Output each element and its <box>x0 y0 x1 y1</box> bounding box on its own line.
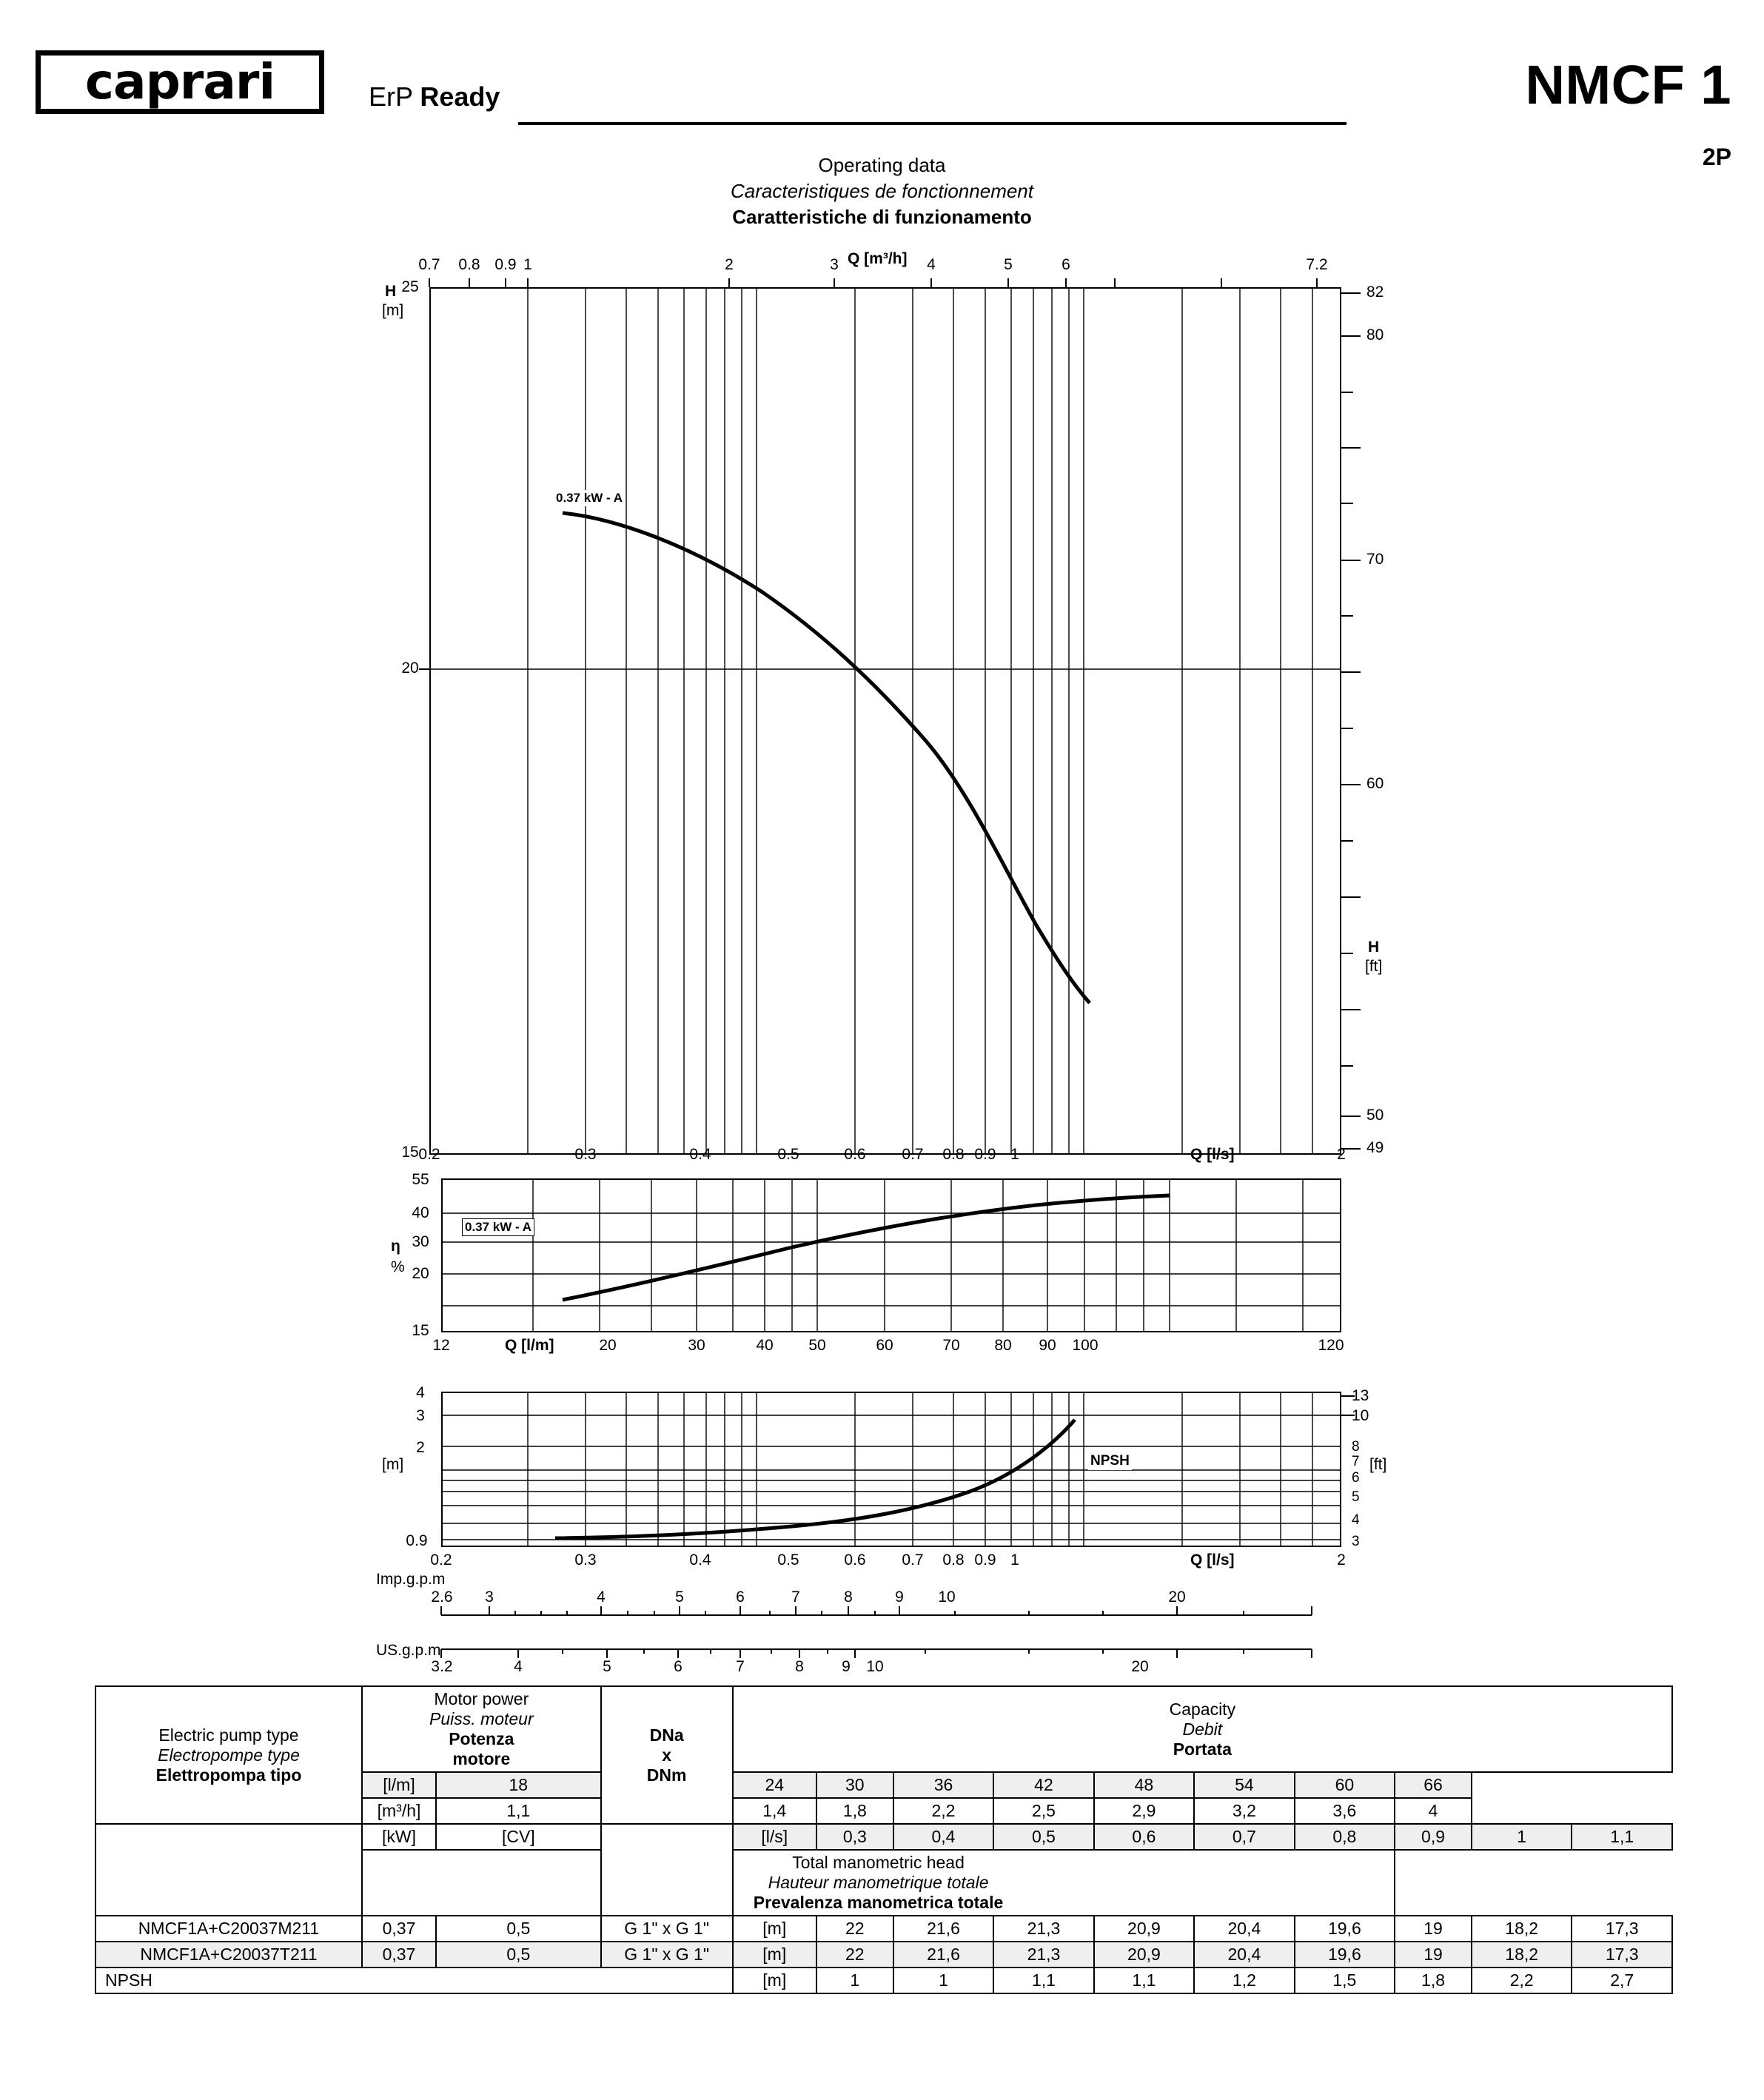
head-bottom-tick-2: 0.4 <box>689 1146 711 1163</box>
dn-line2: x <box>662 1745 672 1765</box>
npsh-ytick-3: 3 <box>416 1407 425 1424</box>
head-top-tick-5: 3 <box>830 256 839 273</box>
table-row-header-capacity <box>95 1686 1672 1772</box>
row1-val-4: 20,4 <box>1194 1942 1294 1968</box>
model-subtitle: 2P <box>1702 144 1731 170</box>
row0-val-6: 19 <box>1395 1916 1472 1942</box>
capacity-lm-6: 54 <box>1194 1772 1294 1798</box>
impgpm-tick-4: 6 <box>736 1589 745 1606</box>
spacer-pump-type <box>95 1824 362 1916</box>
head-bottom-tick-5: 0.7 <box>902 1146 924 1163</box>
npsh-ytick-09: 0.9 <box>406 1532 428 1549</box>
eff-ytick-20: 20 <box>412 1265 429 1282</box>
npsh-xtick-0: 0.2 <box>430 1551 452 1569</box>
capacity-ls-7: 1 <box>1472 1824 1572 1850</box>
npsh-right-tick-4: 4 <box>1352 1512 1360 1528</box>
npsh-right-tick-8: 8 <box>1352 1439 1360 1455</box>
head-right-tick-50: 50 <box>1366 1107 1384 1124</box>
capacity-m3h-3: 2,2 <box>893 1798 993 1824</box>
eff-xtick-30: 30 <box>688 1337 705 1354</box>
npsh-xtick-2: 0.4 <box>689 1551 711 1569</box>
impgpm-tick-0: 2.6 <box>431 1589 453 1606</box>
npsh-right-tick-3: 3 <box>1352 1534 1360 1549</box>
capacity-m3h-8: 4 <box>1395 1798 1472 1824</box>
brand-name: caprari <box>84 53 275 110</box>
capacity-ls-4: 0,7 <box>1194 1824 1294 1850</box>
usgpm-axis-label: US.g.p.m <box>376 1642 441 1659</box>
row0-val-1: 21,6 <box>893 1916 993 1942</box>
table-row-capacity-ls <box>95 1824 1672 1850</box>
npsh-unit: [m] <box>733 1968 816 1993</box>
usgpm-tick-8: 20 <box>1131 1658 1149 1675</box>
eff-xtick-20: 20 <box>599 1337 617 1354</box>
capacity-ls-0: 0,3 <box>816 1824 893 1850</box>
npsh-right-tick-10: 10 <box>1352 1407 1369 1424</box>
head-bottom-tick-0: 0.2 <box>418 1146 440 1163</box>
row1-val-1: 21,6 <box>893 1942 993 1968</box>
capacity-lm-1: 24 <box>733 1772 816 1798</box>
head-top-tick-7: 5 <box>1004 256 1013 273</box>
dn-header-cell <box>601 1686 733 1824</box>
npsh-ytick-2: 2 <box>416 1439 425 1456</box>
eff-xtick-60: 60 <box>876 1337 893 1354</box>
row0-val-2: 21,3 <box>993 1916 1093 1942</box>
capacity-m3h-4: 2,5 <box>993 1798 1093 1824</box>
usgpm-tick-7: 10 <box>866 1658 884 1675</box>
eff-xtick-50: 50 <box>808 1337 826 1354</box>
capacity-lm-5: 48 <box>1094 1772 1194 1798</box>
eff-xtick-120: 120 <box>1318 1337 1344 1354</box>
head-bottom-tick-7: 0.9 <box>974 1146 996 1163</box>
npsh-val-3: 1,1 <box>1094 1968 1194 1993</box>
capacity-ls-3: 0,6 <box>1094 1824 1194 1850</box>
capacity-fr: Debit <box>1182 1719 1223 1739</box>
capacity-ls-5: 0,8 <box>1295 1824 1395 1850</box>
operating-data-it: Caratteristiche di funzionamento <box>732 206 1032 229</box>
capacity-ls-1: 0,4 <box>893 1824 993 1850</box>
npsh-xtick-6: 0.8 <box>942 1551 965 1569</box>
capacity-m3h-6: 3,2 <box>1194 1798 1294 1824</box>
usgpm-tick-5: 8 <box>795 1658 804 1675</box>
erp-bold: Ready <box>420 81 500 112</box>
npsh-val-2: 1,1 <box>993 1968 1093 1993</box>
head-bottom-tick-4: 0.6 <box>844 1146 866 1163</box>
head-bottom-tick-3: 0.5 <box>777 1146 799 1163</box>
npsh-xtick-3: 0.5 <box>777 1551 799 1569</box>
row0-val-3: 20,9 <box>1094 1916 1194 1942</box>
npsh-axis-unit-right: [ft] <box>1369 1456 1387 1473</box>
pump-type-header-cell <box>95 1686 362 1824</box>
capacity-lm-3: 36 <box>893 1772 993 1798</box>
head-axis-label-right: H <box>1368 939 1380 956</box>
impgpm-tick-7: 9 <box>895 1589 904 1606</box>
row0-val-0: 22 <box>816 1916 893 1942</box>
head-left-tick-20: 20 <box>401 660 419 677</box>
eff-xtick-90: 90 <box>1039 1337 1056 1354</box>
head-bottom-tick-8: 1 <box>1010 1146 1019 1163</box>
row0-val-5: 19,6 <box>1295 1916 1395 1942</box>
eff-xtick-100: 100 <box>1072 1337 1099 1354</box>
head-top-tick-1: 0.8 <box>458 256 480 273</box>
head-axis-unit-right: [ft] <box>1365 958 1383 975</box>
capacity-lm-2: 30 <box>816 1772 893 1798</box>
eff-ytick-55: 55 <box>412 1171 429 1188</box>
impgpm-ticks <box>441 1606 1312 1615</box>
pump-type-it: Elettropompa tipo <box>155 1765 302 1785</box>
npsh-row-label: NPSH <box>95 1968 733 1993</box>
npsh-val-1: 1 <box>893 1968 993 1993</box>
npsh-xtick-7: 0.9 <box>974 1551 996 1569</box>
capacity-m3h-5: 2,9 <box>1094 1798 1194 1824</box>
pump-type-fr: Electropompe type <box>158 1745 300 1765</box>
row1-val-3: 20,9 <box>1094 1942 1194 1968</box>
dn-line1: DNa <box>649 1725 684 1745</box>
capacity-ls-8: 1,1 <box>1572 1824 1672 1850</box>
head-left-tick-15: 15 <box>401 1144 419 1161</box>
table-row <box>95 1916 1672 1942</box>
capacity-m3h-7: 3,6 <box>1295 1798 1395 1824</box>
unit-ls-cell: [l/s] <box>733 1824 816 1850</box>
eff-ytick-40: 40 <box>412 1204 429 1221</box>
unit-kw-cell: [kW] <box>362 1824 436 1850</box>
head-axis-unit-left: [m] <box>382 302 404 319</box>
npsh-xtick-1: 0.3 <box>574 1551 597 1569</box>
erp-prefix: ErP <box>369 81 420 112</box>
capacity-lm-0: 18 <box>436 1772 601 1798</box>
head-axis-label-left: H <box>385 283 397 300</box>
impgpm-tick-5: 7 <box>791 1589 800 1606</box>
head-top-tick-0: 0.7 <box>418 256 440 273</box>
npsh-val-8: 2,7 <box>1572 1968 1672 1993</box>
table-row <box>95 1942 1672 1968</box>
efficiency-axis-eta: η <box>391 1238 400 1255</box>
eff-xtick-12: 12 <box>432 1337 450 1354</box>
eff-xtick-80: 80 <box>994 1337 1012 1354</box>
impgpm-tick-1: 3 <box>485 1589 494 1606</box>
npsh-right-tick-6: 6 <box>1352 1470 1360 1486</box>
impgpm-tick-9: 20 <box>1168 1589 1186 1606</box>
row0-type: NMCF1A+C20037M211 <box>95 1916 362 1942</box>
row1-val-5: 19,6 <box>1295 1942 1395 1968</box>
q-lm-label: Q [l/m] <box>505 1337 554 1354</box>
head-left-tick-25: 25 <box>401 278 419 295</box>
model-title: NMCF 1 <box>1525 54 1731 115</box>
usgpm-tick-2: 5 <box>603 1658 611 1675</box>
row1-unit: [m] <box>733 1942 816 1968</box>
motor-power-it2: motore <box>452 1749 511 1768</box>
impgpm-axis-label: Imp.g.p.m <box>376 1571 446 1588</box>
npsh-xtick-9: 2 <box>1337 1551 1346 1569</box>
eff-ytick-15: 15 <box>412 1322 429 1339</box>
npsh-val-0: 1 <box>816 1968 893 1993</box>
unit-cv-cell: [CV] <box>436 1824 601 1850</box>
usgpm-tick-6: 9 <box>842 1658 851 1675</box>
head-top-tick-3: 1 <box>523 256 532 273</box>
q-m3h-label: Q [m³/h] <box>848 250 908 267</box>
impgpm-tick-6: 8 <box>844 1589 853 1606</box>
usgpm-tick-1: 4 <box>514 1658 523 1675</box>
npsh-right-tick-5: 5 <box>1352 1489 1360 1505</box>
unit-lm-cell: [l/m] <box>362 1772 436 1798</box>
efficiency-curve-label: 0.37 kW - A <box>462 1218 534 1236</box>
row0-val-4: 20,4 <box>1194 1916 1294 1942</box>
row1-val-7: 18,2 <box>1472 1942 1572 1968</box>
row1-val-8: 17,3 <box>1572 1942 1672 1968</box>
head-it: Prevalenza manometrica totale <box>753 1893 1004 1912</box>
head-en: Total manometric head <box>792 1853 965 1872</box>
operating-data-fr: Caracteristiques de fonctionnement <box>730 180 1033 203</box>
npsh-val-6: 1,8 <box>1395 1968 1472 1993</box>
motor-power-en: Motor power <box>434 1689 529 1708</box>
row1-dn: G 1" x G 1" <box>601 1942 733 1968</box>
capacity-lm-8: 66 <box>1395 1772 1472 1798</box>
capacity-ls-6: 0,9 <box>1395 1824 1472 1850</box>
capacity-header-cell <box>733 1686 1672 1772</box>
npsh-val-7: 2,2 <box>1472 1968 1572 1993</box>
table-row-npsh <box>95 1968 1672 1993</box>
specifications-table <box>95 1685 1673 1994</box>
head-bottom-tick-6: 0.8 <box>942 1146 965 1163</box>
impgpm-tick-3: 5 <box>675 1589 684 1606</box>
unit-m3h-cell: [m³/h] <box>362 1798 436 1824</box>
head-header-cell <box>362 1850 1395 1916</box>
capacity-lm-4: 42 <box>993 1772 1093 1798</box>
eff-xtick-70: 70 <box>942 1337 960 1354</box>
impgpm-tick-8: 10 <box>938 1589 956 1606</box>
npsh-xtick-4: 0.6 <box>844 1551 866 1569</box>
usgpm-tick-4: 7 <box>736 1658 745 1675</box>
usgpm-ticks <box>441 1649 1312 1658</box>
pump-type-en: Electric pump type <box>158 1725 299 1745</box>
head-top-tick-6: 4 <box>927 256 936 273</box>
head-right-tick-70: 70 <box>1366 551 1384 568</box>
head-bottom-tick-9: 2 <box>1337 1146 1346 1163</box>
dn-line3: DNm <box>646 1765 687 1785</box>
capacity-m3h-2: 1,8 <box>816 1798 893 1824</box>
efficiency-axis-percent: % <box>391 1258 405 1275</box>
npsh-right-tick-13: 13 <box>1352 1387 1369 1404</box>
motor-power-header-cell <box>362 1686 601 1772</box>
row0-kw: 0,37 <box>362 1916 436 1942</box>
row1-type: NMCF1A+C20037T211 <box>95 1942 362 1968</box>
usgpm-tick-3: 6 <box>674 1658 683 1675</box>
npsh-ytick-4: 4 <box>416 1384 425 1401</box>
row0-cv: 0,5 <box>436 1916 601 1942</box>
head-fr: Hauteur manometrique totale <box>768 1873 989 1892</box>
npsh-curve-label: NPSH <box>1088 1452 1132 1470</box>
capacity-lm-7: 60 <box>1295 1772 1395 1798</box>
npsh-q-ls-label: Q [l/s] <box>1190 1551 1235 1569</box>
head-right-tick-80: 80 <box>1366 326 1384 343</box>
impgpm-tick-2: 4 <box>597 1589 606 1606</box>
npsh-xtick-8: 1 <box>1010 1551 1019 1569</box>
capacity-en: Capacity <box>1169 1699 1236 1719</box>
eff-xtick-40: 40 <box>756 1337 774 1354</box>
capacity-it: Portata <box>1173 1739 1232 1759</box>
capacity-ls-2: 0,5 <box>993 1824 1093 1850</box>
npsh-val-5: 1,5 <box>1295 1968 1395 1993</box>
head-bottom-tick-1: 0.3 <box>574 1146 597 1163</box>
eff-ytick-30: 30 <box>412 1233 429 1250</box>
usgpm-tick-0: 3.2 <box>431 1658 453 1675</box>
row0-val-7: 18,2 <box>1472 1916 1572 1942</box>
head-curve-label: 0.37 kW - A <box>554 490 625 506</box>
npsh-xtick-5: 0.7 <box>902 1551 924 1569</box>
row1-val-2: 21,3 <box>993 1942 1093 1968</box>
row1-val-6: 19 <box>1395 1942 1472 1968</box>
capacity-m3h-0: 1,1 <box>436 1798 601 1824</box>
row1-val-0: 22 <box>816 1942 893 1968</box>
head-top-tick-2: 0.9 <box>494 256 517 273</box>
npsh-axis-unit-left: [m] <box>382 1456 404 1473</box>
q-ls-label: Q [l/s] <box>1190 1146 1235 1163</box>
head-right-tick-49: 49 <box>1366 1139 1384 1156</box>
head-right-tick-82: 82 <box>1366 284 1384 301</box>
head-top-tick-9: 7.2 <box>1306 256 1328 273</box>
row0-unit: [m] <box>733 1916 816 1942</box>
motor-power-fr: Puiss. moteur <box>429 1709 534 1728</box>
capacity-m3h-1: 1,4 <box>733 1798 816 1824</box>
motor-power-it: Potenza <box>449 1729 514 1748</box>
head-top-tick-4: 2 <box>725 256 734 273</box>
row0-val-8: 17,3 <box>1572 1916 1672 1942</box>
row0-dn: G 1" x G 1" <box>601 1916 733 1942</box>
row1-kw: 0,37 <box>362 1942 436 1968</box>
npsh-right-tick-7: 7 <box>1352 1454 1360 1469</box>
head-right-tick-60: 60 <box>1366 775 1384 792</box>
npsh-val-4: 1,2 <box>1194 1968 1294 1993</box>
head-top-tick-8: 6 <box>1062 256 1070 273</box>
operating-data-en: Operating data <box>818 154 946 176</box>
row1-cv: 0,5 <box>436 1942 601 1968</box>
